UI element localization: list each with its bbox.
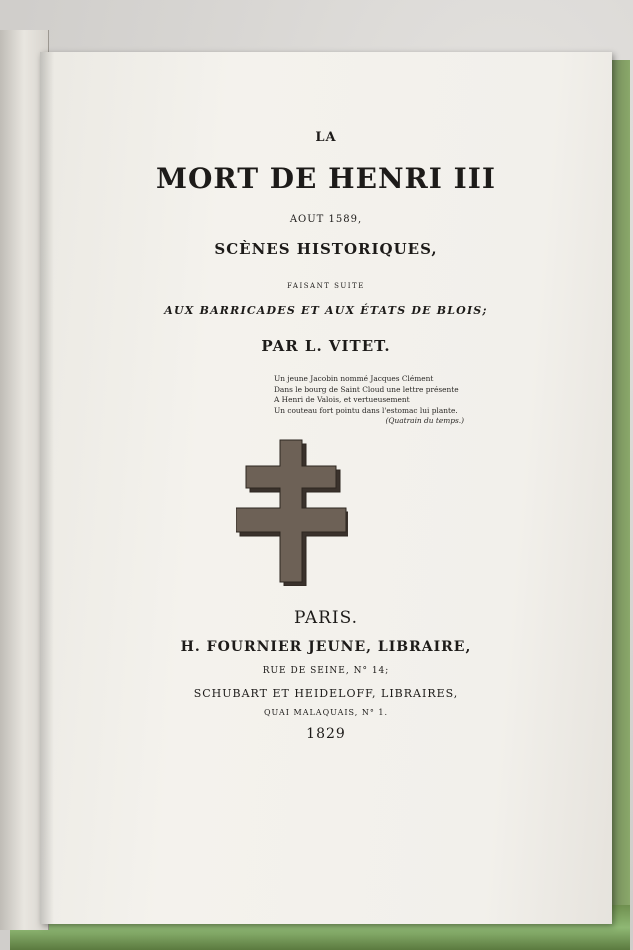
co-publisher-address: QUAI MALAQUAIS, N° 1. (263, 708, 389, 717)
publisher-address: RUE DE SEINE, N° 14; (262, 666, 390, 676)
co-publisher: SCHUBART ET HEIDELOFF, LIBRAIRES, (193, 687, 459, 700)
quatrain-attribution: (Quatrain du temps.) (385, 416, 464, 425)
publisher: H. FOURNIER JEUNE, LIBRAIRE, (180, 639, 472, 655)
title-article: LA (315, 130, 337, 145)
quatrain-line: Dans le bourg de Saint Cloud une lettre présente (274, 384, 459, 394)
quatrain-line: A Henri de Valois, et vertueusement (274, 395, 410, 404)
epigraph-quatrain (274, 374, 474, 427)
publication-year: 1829 (306, 726, 346, 742)
quatrain-line: Un couteau fort pointu dans l'estomac lui plante. (274, 405, 458, 415)
city: PARIS. (293, 608, 359, 628)
date-line: AOUT 1589, (289, 214, 363, 225)
title-page (40, 52, 612, 924)
page-gutter-shadow (40, 52, 54, 924)
subtitle: SCÈNES HISTORIQUES, (214, 240, 438, 258)
author-line: PAR L. VITET. (261, 337, 391, 355)
series-line: AUX BARRICADES ET AUX ÉTATS DE BLOIS; (164, 304, 488, 317)
lorraine-cross-icon (236, 436, 348, 586)
book-title: MORT DE HENRI III (156, 162, 496, 195)
faisant-suite: FAISANT SUITE (287, 282, 365, 290)
quatrain-line: Un jeune Jacobin nommé Jacques Clément (274, 374, 434, 383)
